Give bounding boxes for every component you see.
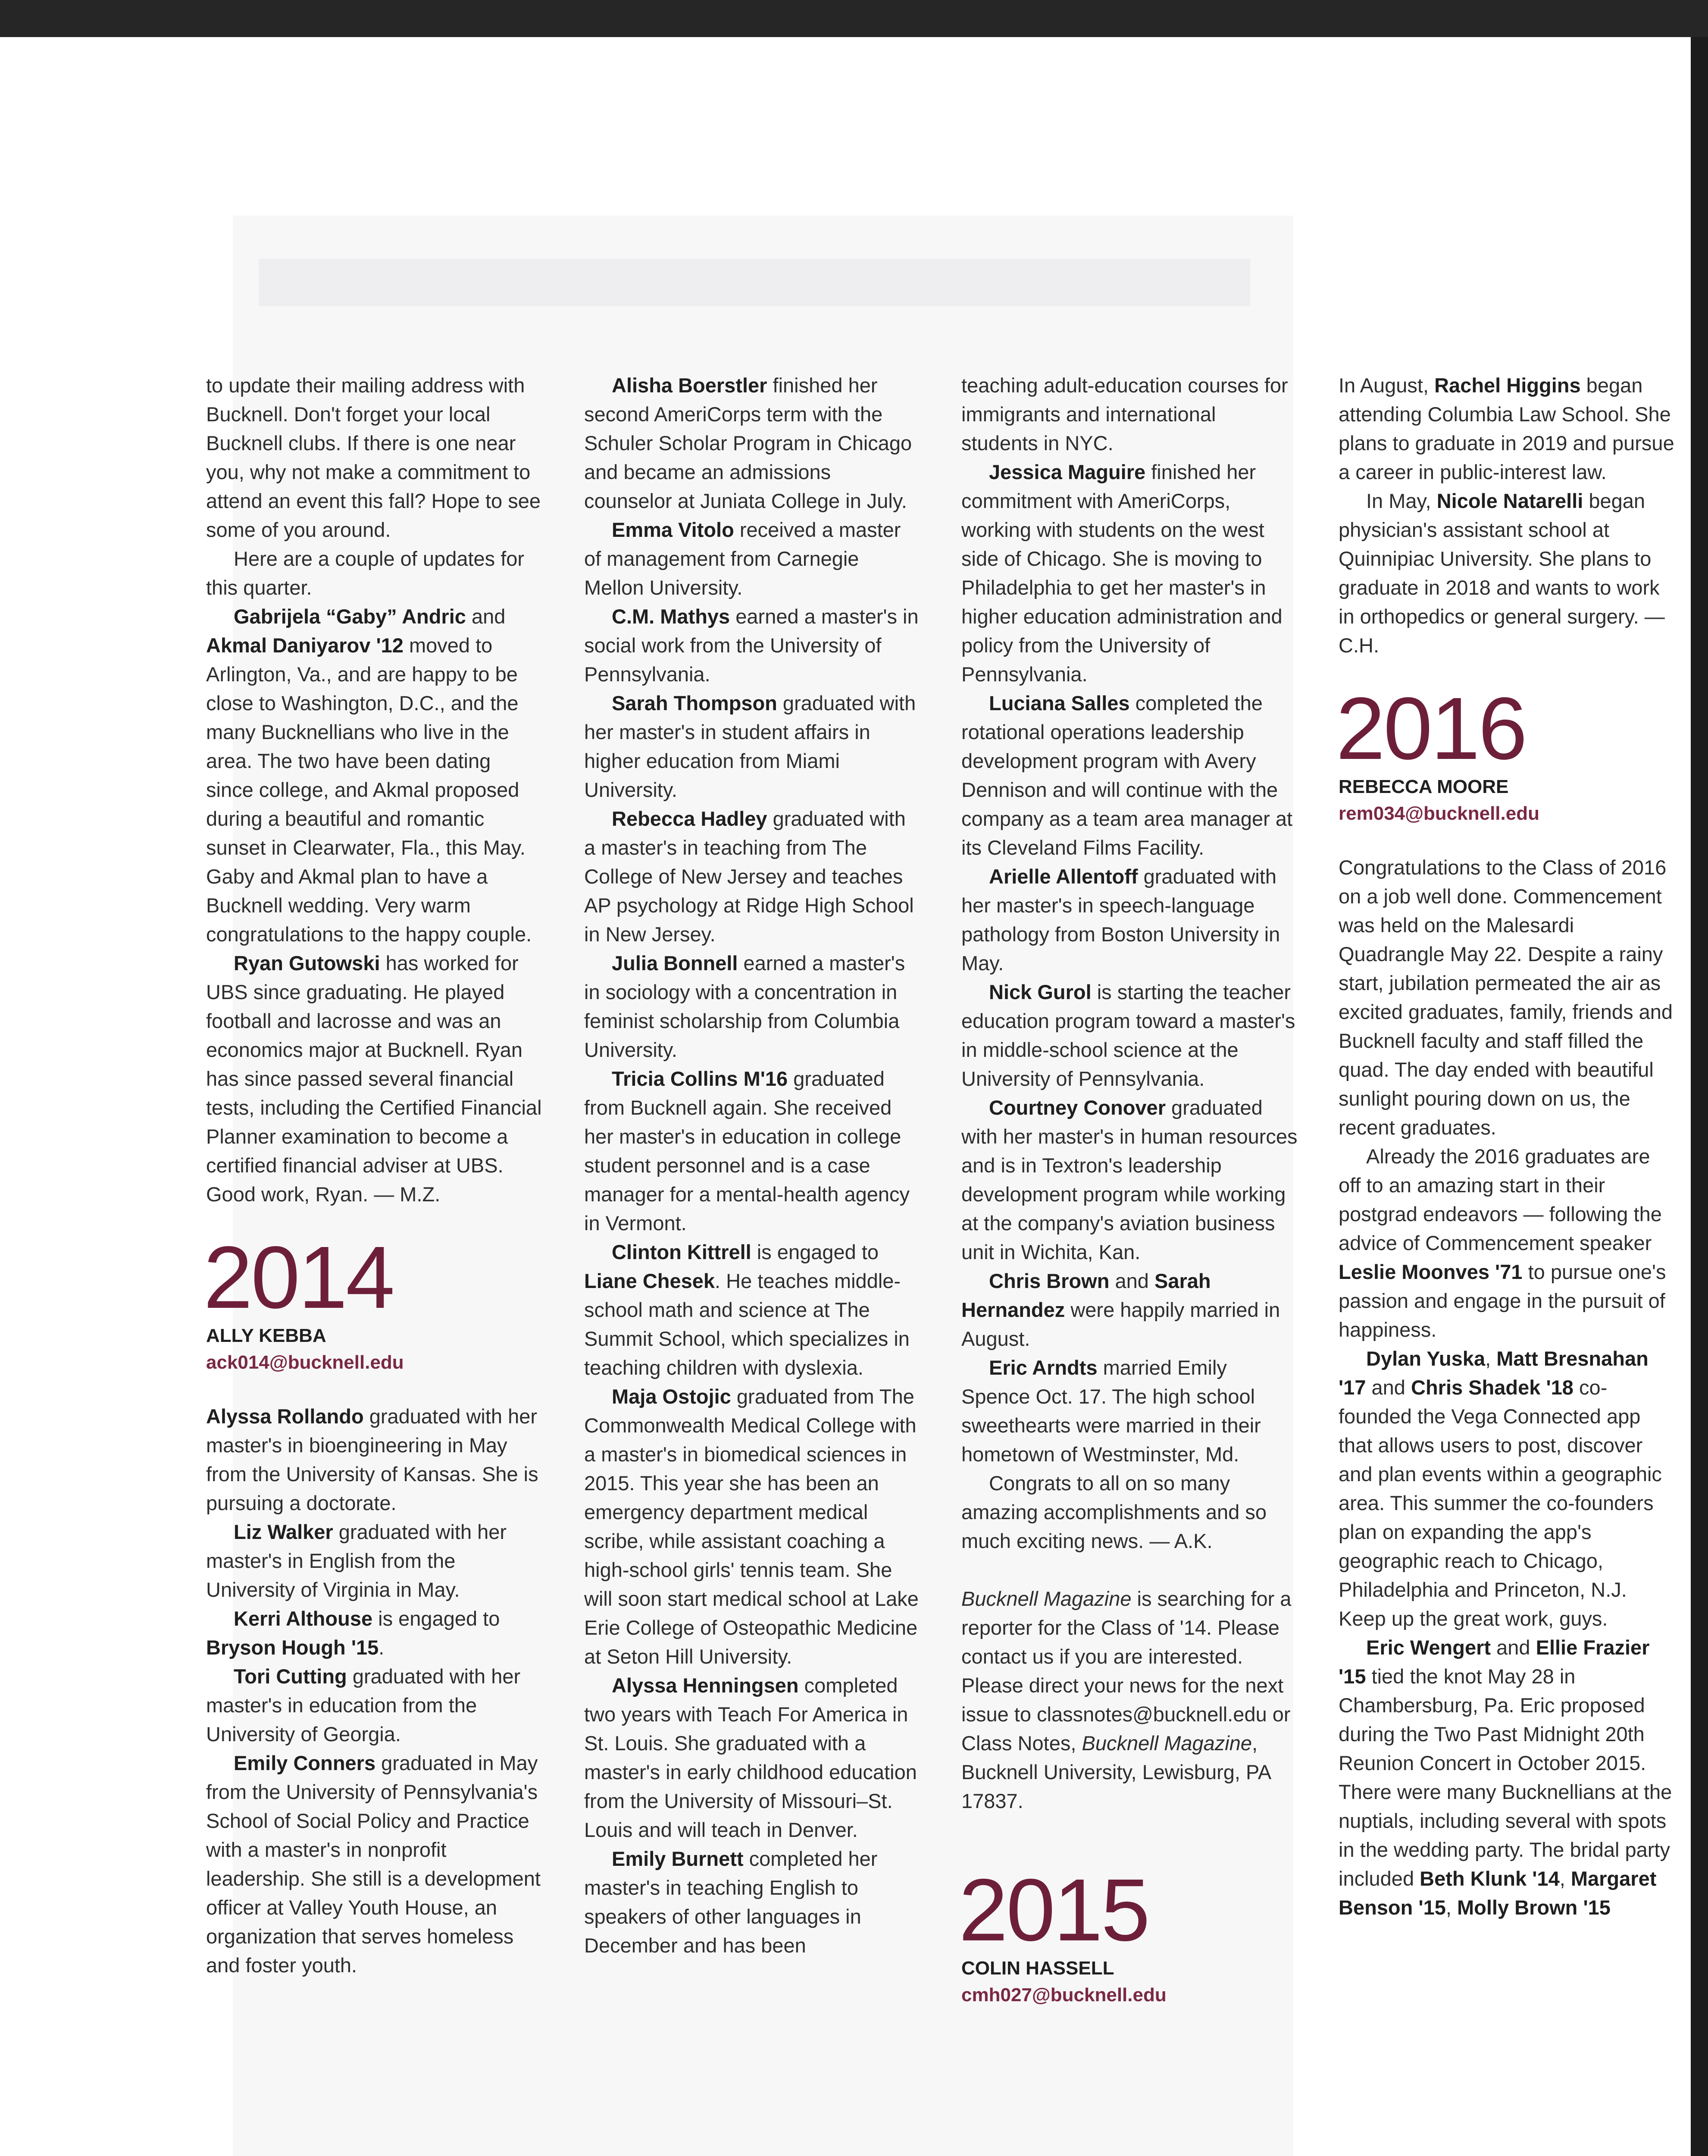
paragraph (584, 804, 920, 949)
note-text: graduated with her master's in education from the University of Georgia. (206, 1665, 521, 1745)
note-text: completed two years with Teach For America in St. Louis. She graduated with a master's in early childhood education from the University of Missouri–St. Louis and will teach in Denver. (584, 1674, 917, 1841)
note-text: . (379, 1636, 385, 1659)
magazine-title: Bucknell Magazine (961, 1587, 1132, 1610)
note-text: In May, (1366, 489, 1437, 512)
alumni-name: Ellie Frazier '15 (1339, 1636, 1650, 1688)
paragraph (584, 371, 920, 515)
class-reporter-email[interactable]: cmh027@bucknell.edu (961, 1984, 1167, 2006)
alumni-name: Tricia Collins M'16 (612, 1067, 788, 1090)
alumni-name: Rebecca Hadley (612, 807, 767, 830)
alumni-name: Liane Chesek (584, 1269, 715, 1292)
paragraph (584, 1064, 920, 1238)
paragraph: Here are a couple of updates for this quarter. (206, 547, 525, 599)
paragraph (1339, 1142, 1675, 1344)
paragraph: to update their mailing address with Bucknell. Don't forget your local Bucknell clubs. If there is one near you, why not make a commitment to attend an event this fall? Hope to see some of you around. (206, 374, 541, 541)
alumni-name: Emma Vitolo (612, 518, 734, 541)
alumni-name: Julia Bonnell (612, 952, 738, 975)
paragraph (584, 602, 920, 689)
class-year-heading: 2016 (1336, 679, 1526, 778)
spacer (961, 1555, 1298, 1584)
alumni-name: Beth Klunk '14 (1420, 1867, 1560, 1890)
note-text: co-founded the Vega Connected app that allows users to post, discover and plan events within a geographic area. This summer the co-founders plan on expanding the app's geographic reach to Chicago, Philadelphia and Princeton, N.J. Keep up the great work, guys. (1339, 1376, 1662, 1630)
alumni-name: Gabrijela “Gaby” Andric (234, 605, 466, 628)
alumni-name: Luciana Salles (989, 692, 1130, 714)
connector-text: , (1445, 1896, 1457, 1919)
alumni-name: Dylan Yuska (1366, 1347, 1486, 1370)
paragraph: teaching adult-education courses for immigrants and international students in NYC. (961, 374, 1288, 454)
alumni-name: Courtney Conover (989, 1096, 1166, 1119)
connector-text: and (466, 605, 506, 628)
note-text: Already the 2016 graduates are off to an amazing start in their postgrad endeavors — following the advice of Commencement speaker (1339, 1145, 1662, 1254)
connector-text: and (1109, 1269, 1154, 1292)
note-text: . He teaches middle-school math and science at The Summit School, which specializes in teaching children with dyslexia. (584, 1269, 910, 1379)
note-text: is engaged to (372, 1607, 500, 1630)
alumni-name: Nick Gurol (989, 981, 1092, 1003)
show-through-heading (259, 259, 1250, 306)
editor-note (961, 1584, 1298, 1815)
connector-text: and (1491, 1636, 1536, 1659)
note-text: married Emily Spence Oct. 17. The high school sweethearts were married in their hometown of Westminster, Md. (961, 1356, 1261, 1466)
note-text: graduated with a master's in teaching from The College of New Jersey and teaches AP psychology at Ridge High School in New Jersey. (584, 807, 914, 946)
note-text: is searching for a reporter for the Class of '14. Please contact us if you are interested. Please direct your news for the next issue to classnotes@bucknell.edu or Class Notes, (961, 1587, 1292, 1755)
note-text: graduated from The Commonwealth Medical College with a master's in biomedical sciences in 2015. This year she has been an emergency department medical scribe, while assistant coaching a high-school girls' tennis team. She will soon start medical school at Lake Erie College of Osteopathic Medicine at Seton Hill University. (584, 1385, 919, 1668)
scan-top-border (0, 0, 1708, 37)
connector-text: , (1485, 1347, 1497, 1370)
alumni-name: Chris Brown (989, 1269, 1110, 1292)
note-text: completed her master's in teaching English to speakers of other languages in December and has been (584, 1847, 878, 1957)
alumni-name: Nicole Natarelli (1436, 489, 1583, 512)
alumni-name: Liz Walker (234, 1520, 333, 1543)
paragraph (584, 1382, 920, 1671)
alumni-name: Emily Burnett (612, 1847, 744, 1870)
class-reporter-name: COLIN HASSELL (961, 1958, 1114, 1979)
class-year-heading: 2015 (959, 1861, 1149, 1959)
alumni-name: Sarah Hernandez (961, 1269, 1211, 1321)
note-text: graduated with her master's in bioengineering in May from the University of Kansas. She is pursuing a doctorate. (206, 1405, 538, 1514)
paragraph (206, 1662, 542, 1749)
paragraph (961, 862, 1298, 978)
note-text: graduated in May from the University of Pennsylvania's School of Social Policy and Practice with a master's in nonprofit leadership. She still is a development officer at Valley Youth House, an organization that serves homeless and foster youth. (206, 1752, 541, 1977)
paragraph (961, 1353, 1298, 1469)
connector-text: and (1366, 1376, 1411, 1399)
note-text: graduated with her master's in student affairs in higher education from Miami University. (584, 692, 916, 801)
note-text: graduated from Bucknell again. She received her master's in education in college student personnel and is a case manager for a mental-health agency in Vermont. (584, 1067, 910, 1235)
note-text: is starting the teacher education program toward a master's in middle-school science at the University of Pennsylvania. (961, 981, 1295, 1090)
paragraph (1339, 1633, 1675, 1922)
alumni-name: Chris Shadek '18 (1411, 1376, 1573, 1399)
class-year-heading: 2014 (203, 1228, 394, 1327)
paragraph (961, 1093, 1298, 1266)
alumni-name: Leslie Moonves '71 (1339, 1260, 1523, 1283)
note-text: tied the knot May 28 in Chambersburg, Pa. Eric proposed during the Two Past Midnight 20th Reunion Concert in October 2015. There were many Bucknellians at the nuptials, including several with spots in the wedding party. The bridal party included (1339, 1665, 1672, 1890)
paragraph (206, 1517, 542, 1604)
page-margin (0, 37, 30, 2156)
alumni-name: Maja Ostojic (612, 1385, 731, 1408)
column-1 (203, 371, 542, 1980)
alumni-name: Alisha Boerstler (612, 374, 767, 397)
paragraph (584, 689, 920, 804)
alumni-name: Kerri Althouse (234, 1607, 373, 1630)
paragraph (206, 602, 542, 949)
alumni-name: Eric Wengert (1366, 1636, 1491, 1659)
note-text: began attending Columbia Law School. She plans to graduate in 2019 and pursue a career in public-interest law. (1339, 374, 1674, 483)
paragraph (584, 1671, 920, 1844)
paragraph: Congrats to all on so many amazing accomplishments and so much exciting news. — A.K. (961, 1472, 1267, 1552)
alumni-name: Alyssa Henningsen (612, 1674, 799, 1697)
class-reporter-email[interactable]: ack014@bucknell.edu (206, 1352, 404, 1373)
column-4 (1336, 371, 1675, 1922)
paragraph (206, 1749, 542, 1980)
note-text: to pursue one's passion and engage in the pursuit of happiness. (1339, 1260, 1666, 1341)
magazine-title: Bucknell Magazine (1082, 1732, 1252, 1755)
alumni-name: Emily Conners (234, 1752, 376, 1774)
paragraph (584, 1844, 920, 1960)
alumni-name: Jessica Maguire (989, 461, 1146, 483)
note-text: In August, (1339, 374, 1435, 397)
note-text: graduated with her master's in English from the University of Virginia in May. (206, 1520, 507, 1601)
alumni-name: Arielle Allentoff (989, 865, 1138, 888)
alumni-name: Margaret Benson '15 (1339, 1867, 1657, 1919)
alumni-name: Molly Brown '15 (1457, 1896, 1611, 1919)
paragraph (584, 949, 920, 1064)
note-text: moved to Arlington, Va., and are happy to be close to Washington, D.C., and the many Bucknellians who live in the area. The two have been dating since college, and Akmal proposed during a beautiful and romantic sunset in Clearwater, Fla., this May. Gaby and Akmal plan to have a Bucknell wedding. Very warm congratulations to the happy couple. (206, 634, 532, 946)
paragraph (206, 949, 542, 1209)
class-reporter-name: REBECCA MOORE (1339, 776, 1509, 797)
alumni-name: Bryson Hough '15 (206, 1636, 379, 1659)
note-text: graduated with her master's in human resources and is in Textron's leadership development program while working at the company's aviation business unit in Wichita, Kan. (961, 1096, 1298, 1263)
column-3 (961, 371, 1298, 2034)
note-text: finished her second AmeriCorps term with the Schuler Scholar Program in Chicago and became an admissions counselor at Juniata College in July. (584, 374, 912, 512)
alumni-name: Eric Arndts (989, 1356, 1098, 1379)
class-reporter-name: ALLY KEBBA (206, 1325, 326, 1346)
paragraph (1339, 486, 1675, 660)
note-text: were happily married in August. (961, 1298, 1280, 1350)
alumni-name: Clinton Kittrell (612, 1241, 751, 1263)
paragraph (206, 1604, 542, 1662)
paragraph (961, 689, 1298, 862)
alumni-name: Rachel Higgins (1434, 374, 1581, 397)
note-text: , Bucknell University, Lewisburg, PA 17837. (961, 1732, 1270, 1812)
paragraph (584, 1238, 920, 1382)
paragraph (206, 1402, 542, 1517)
column-2 (584, 371, 920, 1960)
paragraph (961, 1266, 1298, 1353)
alumni-name: Tori Cutting (234, 1665, 347, 1688)
paragraph: Congratulations to the Class of 2016 on a job well done. Commencement was held on the Malesardi Quadrangle May 22. Despite a rainy start, jubilation permeated the air as excited graduates, family, friends and Bucknell faculty and staff filled the quad. The day ended with beautiful sunlight pouring down on us, the recent graduates. (1339, 856, 1673, 1139)
paragraph (1339, 1344, 1675, 1633)
connector-text: , (1559, 1867, 1571, 1890)
alumni-name: Alyssa Rollando (206, 1405, 364, 1428)
alumni-name: Akmal Daniyarov '12 (206, 634, 404, 657)
note-text: finished her commitment with AmeriCorps, working with students on the west side of Chicago. She is moving to Philadelphia to get her master's in higher education administration and policy from the University of Pennsylvania. (961, 461, 1283, 686)
paragraph (1339, 371, 1675, 486)
paragraph (584, 515, 920, 602)
paragraph (961, 458, 1298, 689)
note-text: completed the rotational operations leadership development program with Avery Dennison and will continue with the company as a team area manager at its Cleveland Films Facility. (961, 692, 1293, 859)
note-text: began physician's assistant school at Quinnipiac University. She plans to graduate in 2018 and wants to work in orthopedics or general surgery. — C.H. (1339, 489, 1665, 657)
alumni-name: Sarah Thompson (612, 692, 777, 714)
class-reporter-email[interactable]: rem034@bucknell.edu (1339, 803, 1539, 824)
note-text: graduated with her master's in speech-language pathology from Boston University in May. (961, 865, 1280, 975)
note-text: earned a master's in sociology with a concentration in feminist scholarship from Columbia University. (584, 952, 905, 1061)
note-text: received a master of management from Carnegie Mellon University. (584, 518, 901, 599)
paragraph (961, 978, 1298, 1093)
alumni-name: Ryan Gutowski (234, 952, 380, 975)
alumni-name: Matt Bresnahan '17 (1339, 1347, 1649, 1399)
note-text: is engaged to (751, 1241, 879, 1263)
note-text: has worked for UBS since graduating. He played football and lacrosse and was an economics major at Bucknell. Ryan has since passed several financial tests, including the Certified Financial Planner examination to become a certified financial adviser at UBS. Good work, Ryan. — M.Z. (206, 952, 542, 1206)
note-text: earned a master's in social work from the University of Pennsylvania. (584, 605, 919, 686)
scan-right-border (1691, 37, 1708, 2156)
alumni-name: C.M. Mathys (612, 605, 730, 628)
